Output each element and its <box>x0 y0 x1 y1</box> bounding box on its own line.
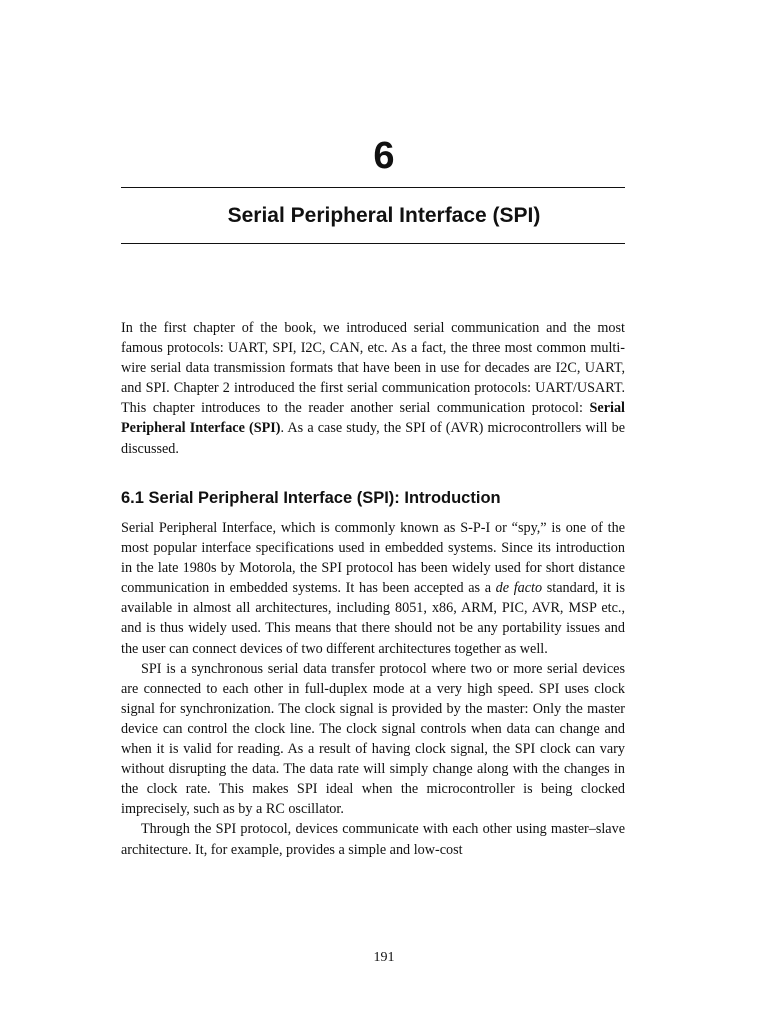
chapter-number: 6 <box>373 135 395 177</box>
title-rule-bottom <box>121 243 625 244</box>
title-rule-top <box>121 187 625 188</box>
section-body <box>121 518 625 860</box>
section-paragraph-2: SPI is a synchronous serial data transfer protocol where two or more serial devices are connected to each other in full-duplex mode at a very high speed. SPI uses clock signal for synchronization. The clock signal is provided by the master: Only the master device can control the clock line. The clock signal controls when data can change and when it is valid for reading. As a result of having clock signal, the SPI clock can vary without disrupting the data. The data rate will simply change along with the changes in the clock rate. This makes SPI ideal when the microcontroller is being clocked imprecisely, such as by a RC oscillator. <box>121 660 625 818</box>
paragraph-1-italic-term: de facto <box>495 580 543 597</box>
section-paragraph-1 <box>121 518 625 659</box>
paragraph-1-text-end: standard, it is available in almost all architectures, including 8051, x86, ARM, PIC, AVR, MSP etc., and is thus widely used. This means that there should not be any portability issues and the user can connect devices of two different architectures together as well. <box>121 580 625 657</box>
intro-text-end: . As a case study, the SPI of (AVR) microcontrollers will be discussed. <box>121 420 625 457</box>
section-paragraph-3: Through the SPI protocol, devices communicate with each other using master–slave architecture. It, for example, provides a simple and low-cost <box>121 821 625 858</box>
intro-bold-term: Serial Peripheral Interface (SPI) <box>121 400 625 437</box>
paragraph-1-text-start: Serial Peripheral Interface, which is commonly known as S-P-I or “spy,” is one of the most popular interface specifications used in embedded systems. Since its introduction in the late 1980s by Motorola, the SPI protocol has been widely used for short distance communication in embedded systems. It has been accepted as a <box>121 520 625 597</box>
page-number: 191 <box>373 950 395 965</box>
intro-paragraph <box>121 318 625 459</box>
chapter-title: Serial Peripheral Interface (SPI) <box>227 204 541 227</box>
section-heading: 6.1 Serial Peripheral Interface (SPI): Introduction <box>121 489 501 507</box>
intro-text-start: In the first chapter of the book, we introduced serial communication and the most famous protocols: UART, SPI, I2C, CAN, etc. As a fact, the three most common multi-wire serial data transmission formats that have been in use for decades are I2C, UART, and SPI. Chapter 2 introduced the first serial communication protocols: UART/USART. This chapter introduces to the reader another serial communication protocol: <box>121 320 625 417</box>
